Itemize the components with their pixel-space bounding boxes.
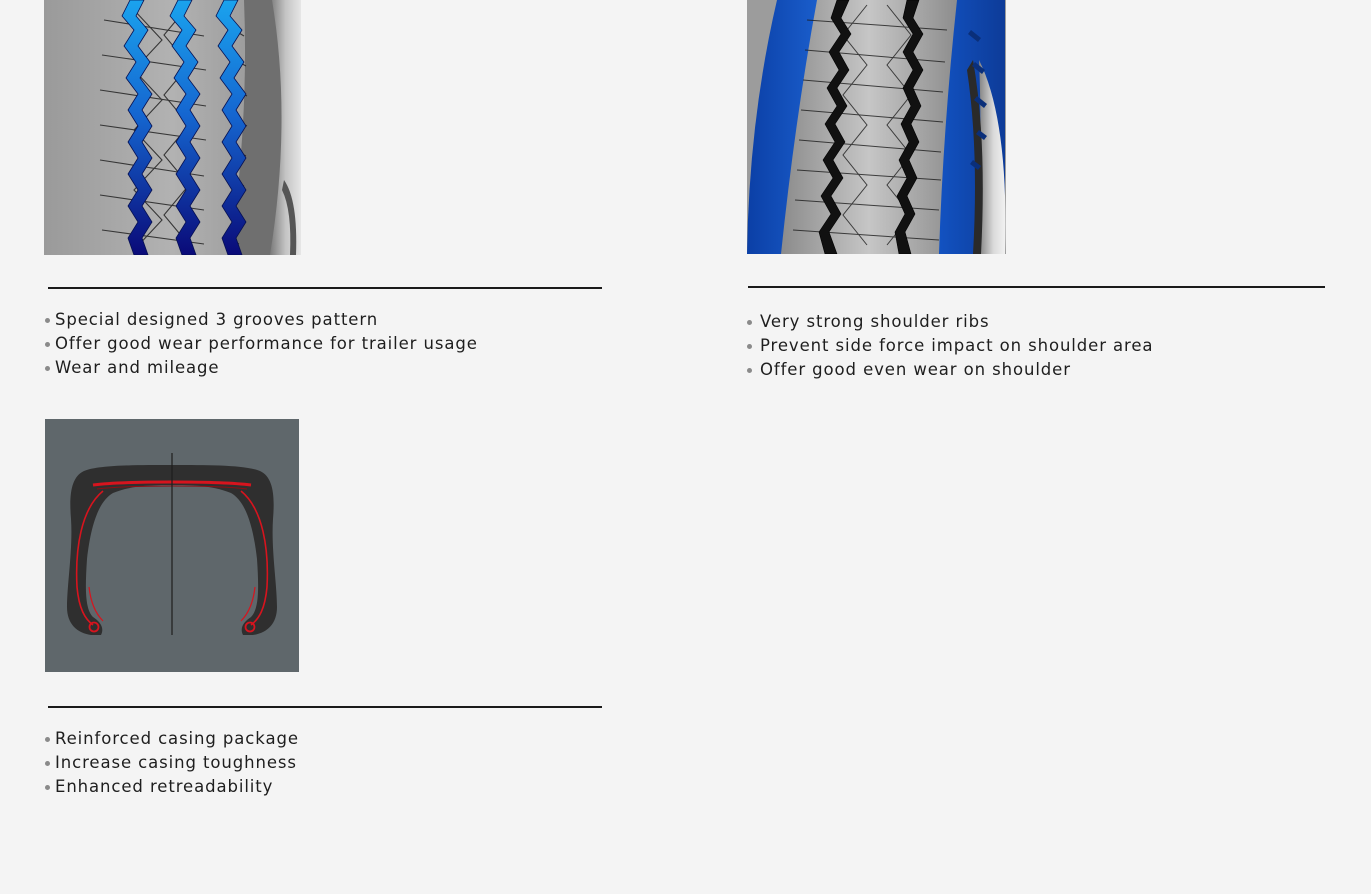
divider-shoulder-ribs bbox=[748, 286, 1325, 288]
tread-shoulder-ribs-image bbox=[747, 0, 1006, 254]
list-item: Wear and mileage bbox=[44, 356, 478, 380]
list-item: Enhanced retreadability bbox=[44, 775, 299, 799]
list-item: Offer good wear performance for trailer usage bbox=[44, 332, 478, 356]
list-item: Prevent side force impact on shoulder area bbox=[747, 334, 1153, 358]
list-item: Increase casing toughness bbox=[44, 751, 299, 775]
tire-tread-three-grooves-icon bbox=[44, 0, 301, 255]
list-item: Very strong shoulder ribs bbox=[747, 310, 1153, 334]
tire-casing-cross-section-icon bbox=[45, 419, 299, 672]
divider-casing bbox=[48, 706, 602, 708]
casing-cross-section-image bbox=[45, 419, 299, 672]
list-item: Reinforced casing package bbox=[44, 727, 299, 751]
list-item: Offer good even wear on shoulder bbox=[747, 358, 1153, 382]
tire-shoulder-ribs-icon bbox=[747, 0, 1006, 254]
tread-three-grooves-image bbox=[44, 0, 301, 255]
casing-bullets bbox=[44, 727, 299, 799]
three-grooves-bullets bbox=[44, 308, 478, 380]
shoulder-ribs-bullets bbox=[747, 310, 1153, 382]
list-item: Special designed 3 grooves pattern bbox=[44, 308, 478, 332]
divider-three-grooves bbox=[48, 287, 602, 289]
